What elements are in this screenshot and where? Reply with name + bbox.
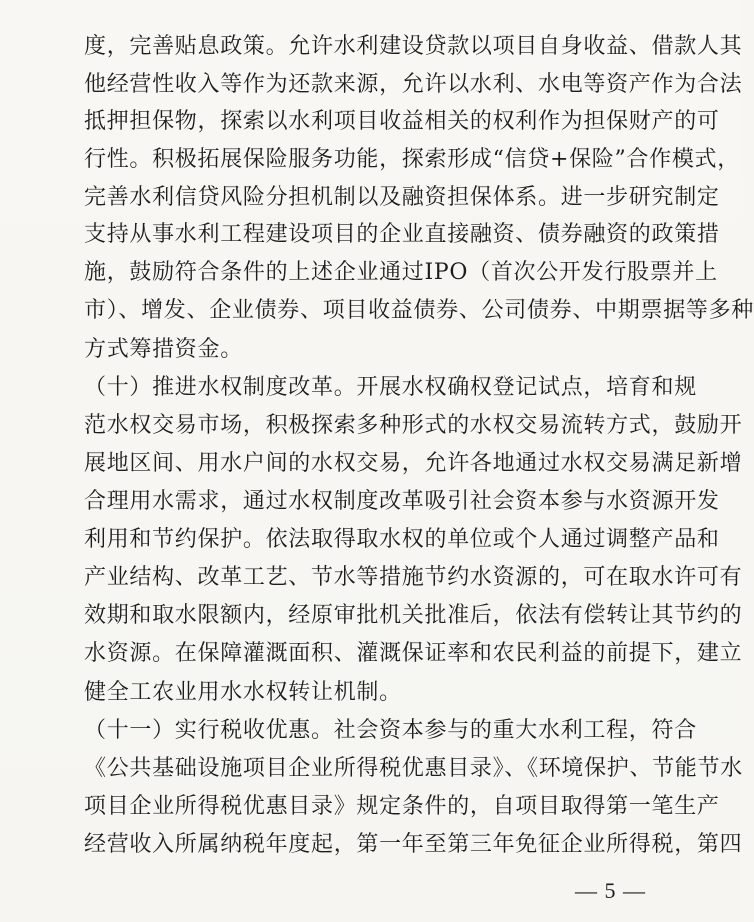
text-line-15: 产业结构、改革工艺、节水等措施节约水资源的，可在取水许可有 xyxy=(84,565,743,590)
text-line-2: 他经营性收入等作为还款来源，允许以水利、水电等资产作为合法 xyxy=(84,72,743,97)
text-line-4: 行性。积极拓展保险服务功能，探索形成“信贷+保险”合作模式， xyxy=(84,147,740,172)
text-line-7: 施，鼓励符合条件的上述企业通过IPO（首次公开发行股票并上 xyxy=(84,260,718,285)
section-heading-ten: （十）推进水权制度改革。开展水权确权登记试点，培育和规 xyxy=(84,375,697,400)
text-line-8: 市）、增发、企业债券、项目收益债券、公司债券、中期票据等多种 xyxy=(84,298,754,323)
text-line-14: 利用和节约保护。依法取得取水权的单位或个人通过调整产品和 xyxy=(84,527,720,552)
text-line-20: 《公共基础设施项目企业所得税优惠目录》、《环境保护、节能节水 xyxy=(84,756,744,781)
section-heading-eleven: （十一）实行税收优惠。社会资本参与的重大水利工程，符合 xyxy=(84,718,697,743)
text-line-9: 方式筹措资金。 xyxy=(84,337,243,362)
text-line-13: 合理用水需求，通过水权制度改革吸引社会资本参与水资源开发 xyxy=(84,489,720,514)
text-line-21: 项目企业所得税优惠目录》规定条件的，自项目取得第一笔生产 xyxy=(84,794,720,819)
text-line-11: 范水权交易市场，积极探索多种形式的水权交易流转方式，鼓励开 xyxy=(84,413,743,438)
text-line-16: 效期和取水限额内，经原审批机关批准后，依法有偿转让其节约的 xyxy=(84,603,743,628)
text-line-17: 水资源。在保障灌溉面积、灌溉保证率和农民利益的前提下，建立 xyxy=(84,641,743,666)
text-line-5: 完善水利信贷风险分担机制以及融资担保体系。进一步研究制定 xyxy=(84,185,720,210)
text-line-12: 展地区间、用水户间的水权交易，允许各地通过水权交易满足新增 xyxy=(84,451,743,476)
text-line-3: 抵押担保物，探索以水利项目收益相关的权利作为担保财产的可 xyxy=(84,109,720,134)
page-number: — 5 — xyxy=(575,878,646,903)
text-line-1: 度，完善贴息政策。允许水利建设贷款以项目自身收益、借款人其 xyxy=(84,34,743,59)
text-line-22: 经营收入所属纳税年度起，第一年至第三年免征企业所得税，第四 xyxy=(84,832,743,857)
text-line-18: 健全工农业用水水权转让机制。 xyxy=(84,680,402,705)
text-line-6: 支持从事水利工程建设项目的企业直接融资、债券融资的政策措 xyxy=(84,222,720,247)
